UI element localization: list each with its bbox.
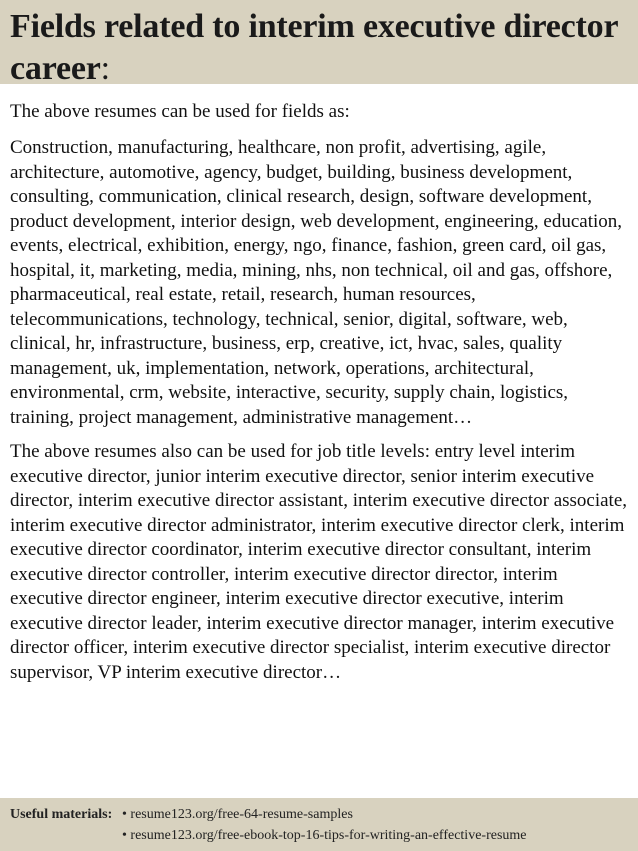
footer-label-spacer (10, 825, 122, 846)
footer-row-1 (10, 804, 628, 825)
footer-link-resume-samples[interactable]: • resume123.org/free-64-resume-samples (122, 807, 353, 822)
page-title-colon: : (100, 50, 110, 87)
useful-materials-label (10, 804, 122, 825)
page-title-text: Fields related to interim executive director career (10, 8, 618, 87)
page-title (10, 6, 628, 90)
header-band (0, 0, 638, 87)
job-levels-paragraph: The above resumes also can be used for job title levels: entry level interim executive director, junior interim executive director, senior interim executive director, interim executive director assistant, interim executive director associate, interim executive director administrator, interim executive director clerk, interim executive director coordinator, interim executive director consultant, interim executive director controller, interim executive director director, interim executive director engineer, interim executive director executive, interim executive director leader, interim executive director manager, interim executive director officer, interim executive director specialist, interim executive director supervisor, VP interim executive director… (10, 441, 628, 683)
main-content (0, 100, 638, 685)
footer-row-2 (10, 825, 628, 846)
useful-materials-label-text: Useful materials (10, 807, 108, 822)
intro-text: The above resumes can be used for fields as: (10, 101, 350, 122)
footer-band (0, 798, 638, 851)
fields-list-paragraph: Construction, manufacturing, healthcare, non profit, advertising, agile, architecture, automotive, agency, budget, building, business development, consulting, communication, clinical research, design, software development, product development, interior design, web development, engineering, education, events, electrical, exhibition, energy, ngo, finance, fashion, green card, oil gas, hospital, it, marketing, media, mining, nhs, non technical, oil and gas, offshore, pharmaceutical, real estate, retail, research, human resources, telecommunications, technology, technical, senior, digital, software, web, clinical, hr, infrastructure, business, erp, creative, ict, hvac, sales, quality management, uk, implementation, network, operations, architectural, environmental, crm, website, interactive, security, supply chain, logistics, training, project management, administrative management… (10, 137, 623, 428)
footer-link-ebook-tips[interactable]: • resume123.org/free-ebook-top-16-tips-for-writing-an-effective-resume (122, 828, 527, 843)
useful-materials-label-colon: : (107, 807, 113, 822)
